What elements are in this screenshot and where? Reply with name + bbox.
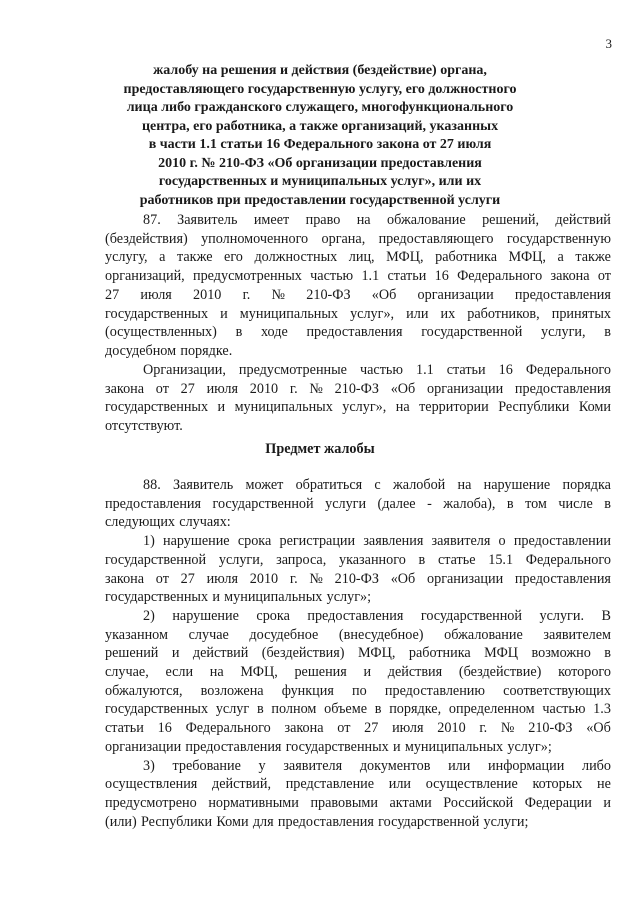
word: закона <box>105 380 145 397</box>
word: имеет <box>253 212 290 228</box>
heading-line: 2010 г. № 210-ФЗ «Об организации предоставления <box>158 155 482 171</box>
word: закона <box>105 570 145 587</box>
word: Коми <box>216 813 249 830</box>
word: государственной <box>421 324 523 341</box>
word: 210-ФЗ <box>334 380 379 397</box>
word: в <box>604 495 611 512</box>
word: г. <box>289 380 298 397</box>
text-line <box>105 361 611 380</box>
word: 210-ФЗ <box>306 286 351 303</box>
word: и <box>363 664 372 681</box>
word: «Об <box>390 380 416 397</box>
word: в <box>418 551 426 568</box>
word: если <box>165 664 194 681</box>
word: на <box>209 664 224 681</box>
word: документов <box>359 757 431 774</box>
word: июля <box>206 570 239 587</box>
word: услуг», <box>350 305 395 322</box>
word: а <box>557 249 564 266</box>
heading-line: жалобу на решения и действия (бездействие) органа, <box>153 63 487 78</box>
word: не <box>597 776 611 793</box>
word: государственной <box>212 495 314 512</box>
word: услугу, <box>105 249 148 266</box>
word: частью <box>359 362 403 378</box>
word: государственной <box>378 813 480 830</box>
word: требование <box>172 757 241 774</box>
word: которого <box>558 664 611 681</box>
word: 2010 <box>249 570 279 587</box>
word: государственной <box>105 551 207 568</box>
heading-line: государственных и муниципальных услуг», или их <box>158 174 482 189</box>
word: г. <box>242 286 251 303</box>
word: осуществления <box>105 776 198 793</box>
word: информации <box>488 757 565 774</box>
word: право <box>305 212 341 228</box>
word: 1.1 <box>416 362 434 378</box>
word: МФЦ, <box>508 249 546 266</box>
word: организации <box>417 286 494 303</box>
word: уполномоченного <box>201 230 309 247</box>
word: государственных <box>285 738 389 755</box>
word: на <box>356 212 371 228</box>
word: муниципальных <box>404 738 504 755</box>
word: Федерального <box>185 720 271 737</box>
word: МФЦ, <box>240 664 278 681</box>
word: или <box>406 305 429 322</box>
word: 1.1 <box>361 268 380 285</box>
word: регистрации <box>279 533 356 550</box>
word: предусмотрено <box>105 794 197 811</box>
word: Федерального <box>457 268 543 285</box>
word: работника <box>408 645 471 662</box>
word: предоставления <box>514 286 611 303</box>
word: срока <box>237 533 272 550</box>
word: от <box>337 720 351 737</box>
word: актами <box>389 794 432 811</box>
word: действий <box>192 645 249 662</box>
word: в <box>235 324 243 341</box>
word: или <box>388 776 412 793</box>
word: предоставления <box>185 738 282 755</box>
word: услуги, <box>218 551 264 568</box>
word: (бездействие) <box>458 664 542 681</box>
word: обжалуются, <box>105 682 183 699</box>
word: указанном <box>105 626 168 643</box>
word: действия <box>387 664 443 681</box>
word: нарушение <box>163 533 230 550</box>
word: услуг <box>215 701 250 718</box>
word: решений <box>105 645 159 662</box>
text-line <box>105 663 611 682</box>
word: государственную <box>506 230 611 247</box>
text-line <box>105 398 611 417</box>
word: организаций, <box>105 268 185 285</box>
text-line <box>105 342 611 361</box>
word: (бездействия) <box>105 230 188 247</box>
word: также <box>575 249 611 266</box>
word: 1.3 <box>593 701 611 718</box>
word: предоставляющего <box>378 230 494 247</box>
text-line <box>105 607 611 626</box>
word: действий <box>555 212 611 228</box>
word: услуг»; <box>507 738 552 755</box>
word: нормативными <box>208 794 299 811</box>
word: предоставления <box>307 607 404 624</box>
word: порядке. <box>180 342 233 359</box>
text-line <box>105 211 611 230</box>
word: которых <box>532 776 583 793</box>
word: Федерации <box>524 794 592 811</box>
word: заявителем <box>543 626 611 643</box>
word: предоставления <box>277 813 374 830</box>
word: Коми <box>578 399 611 416</box>
word: принятых <box>551 305 611 322</box>
word: Заявитель <box>177 212 238 228</box>
word: 3) <box>143 757 155 774</box>
word: 27 <box>180 570 195 587</box>
heading-line: работников при предоставлении государственной услуги <box>139 192 501 208</box>
word: статьи <box>446 362 486 378</box>
word: «Об <box>371 286 397 303</box>
text-line <box>105 305 611 324</box>
word: Российской <box>443 794 514 811</box>
text-line <box>105 513 611 532</box>
word: функция <box>281 682 334 699</box>
word: соответствующих <box>503 682 611 699</box>
word: для <box>252 813 274 830</box>
word: 2) <box>143 607 155 624</box>
paragraph-88 <box>105 476 611 831</box>
word: июля <box>140 286 172 303</box>
text-line <box>105 495 611 514</box>
word: нарушение <box>172 607 239 624</box>
word: государственной <box>420 607 522 624</box>
word: о <box>498 533 506 550</box>
word: «Об <box>586 720 611 737</box>
word: органа, <box>321 230 366 247</box>
word: муниципальных <box>234 399 333 416</box>
word: и <box>393 738 401 755</box>
word: предоставлении <box>513 533 611 550</box>
paragraph-87 <box>105 211 611 361</box>
word: услуги, <box>541 324 586 341</box>
word: отсутствуют. <box>105 418 183 435</box>
text-line <box>105 380 611 399</box>
word: государственных <box>105 305 209 322</box>
word: 1) <box>143 533 155 550</box>
word: закона <box>550 268 590 285</box>
word: осуществление <box>425 776 518 793</box>
word: 210-ФЗ <box>334 570 379 587</box>
text-line <box>105 588 611 607</box>
word: государственных <box>105 701 209 718</box>
text-line <box>105 323 611 342</box>
word: 27 <box>180 380 195 397</box>
word: закона <box>284 720 324 737</box>
word: от <box>597 268 611 285</box>
word: их <box>440 305 456 322</box>
word: 27 <box>105 286 120 303</box>
text-line <box>105 476 611 495</box>
word: жалоба), <box>443 495 496 512</box>
word: его <box>224 249 243 266</box>
word: порядка <box>562 477 611 493</box>
word: в <box>374 701 382 718</box>
word: в <box>604 645 611 662</box>
word: организации <box>105 738 182 755</box>
text-line <box>105 230 611 249</box>
word: июля <box>206 380 239 397</box>
word: статьи <box>387 268 427 285</box>
word: 16 <box>498 362 513 378</box>
text-line <box>105 719 611 738</box>
heading-line: лица либо гражданского служащего, многофункционального <box>126 100 514 115</box>
word: статьи <box>105 720 144 737</box>
word: муниципальных <box>239 305 339 322</box>
word: полном <box>271 701 317 718</box>
word: услуги <box>325 495 367 512</box>
word: 2010 <box>437 720 466 737</box>
word: предусмотренных <box>193 268 302 285</box>
word: 27 <box>364 720 379 737</box>
word: 210-ФЗ <box>528 720 573 737</box>
word: обжалование <box>444 626 523 643</box>
word: следующих <box>105 514 176 531</box>
text-line <box>105 551 611 570</box>
word: заявления <box>363 533 424 550</box>
word: предоставлению <box>384 682 485 699</box>
word: Федерального <box>525 362 611 378</box>
word: или <box>448 757 471 774</box>
text-line <box>105 626 611 645</box>
word: работника <box>435 249 497 266</box>
word: случае <box>188 626 229 643</box>
text-line <box>105 570 611 589</box>
word: возложена <box>200 682 264 699</box>
text-line <box>105 813 611 832</box>
word: том <box>525 495 547 512</box>
word: 2010 <box>193 286 222 303</box>
word: действий, <box>212 776 272 793</box>
text-line <box>105 700 611 719</box>
word: государственных <box>105 589 209 606</box>
word: предоставления <box>514 380 611 397</box>
word: Организации, <box>143 362 226 378</box>
word: 2010 <box>249 380 279 397</box>
text-line <box>105 775 611 794</box>
word: 16 <box>434 268 449 285</box>
word: запроса, <box>276 551 327 568</box>
word: частью <box>310 268 354 285</box>
word: (внесудебное) <box>338 626 424 643</box>
word: 16 <box>157 720 172 737</box>
word: порядке, <box>389 701 442 718</box>
word: (осуществленных) <box>105 324 217 341</box>
word: (далее <box>377 495 416 512</box>
word: срока <box>256 607 290 624</box>
word: июля <box>392 720 424 737</box>
section-heading <box>100 62 540 210</box>
word: государственных <box>105 399 209 416</box>
text-line <box>105 757 611 776</box>
word: организации <box>427 380 504 397</box>
word: случаях: <box>179 514 231 531</box>
word: у <box>258 757 266 774</box>
word: указанного <box>338 551 406 568</box>
word: № <box>500 720 515 737</box>
heading-line: центра, его работника, а также организаций, указанных <box>141 118 499 134</box>
word: на <box>395 399 410 416</box>
word: нарушение <box>483 477 551 493</box>
word: возможно <box>531 645 591 662</box>
word: с <box>374 477 381 493</box>
heading-line: в части 1.1 статьи 16 Федерального закона от 27 июля <box>148 137 492 152</box>
text-line <box>105 248 611 267</box>
word: 87. <box>143 212 161 228</box>
word: в <box>256 701 264 718</box>
word: а <box>159 249 166 266</box>
word: случае, <box>105 664 149 681</box>
word: в <box>604 324 611 341</box>
word: на <box>457 477 472 493</box>
word: в <box>506 495 514 512</box>
word: от <box>155 570 169 587</box>
word: и <box>220 305 228 322</box>
word: услуги. <box>539 607 585 624</box>
word: числе <box>558 495 593 512</box>
word: МФЦ <box>484 645 519 662</box>
word: ходе <box>260 324 288 341</box>
word: решения <box>294 664 347 681</box>
word: должностных <box>254 249 338 266</box>
word: Заявитель <box>172 477 234 493</box>
word: решений, <box>482 212 539 228</box>
word: № <box>309 380 323 397</box>
word: предоставления <box>306 324 403 341</box>
word: и <box>212 589 220 606</box>
word: 15.1 <box>488 551 514 568</box>
word: обратиться <box>295 477 363 493</box>
word: объеме <box>324 701 368 718</box>
word: Республики <box>498 399 570 416</box>
word: обжалование <box>387 212 466 228</box>
text-line <box>105 417 611 436</box>
word: и <box>217 399 226 416</box>
word: В <box>601 607 611 624</box>
text-line <box>105 286 611 305</box>
word: статье <box>437 551 476 568</box>
word: жалобой <box>392 477 446 493</box>
word: услуг»; <box>326 589 372 606</box>
paragraph-organizations <box>105 361 611 436</box>
word: заявителя <box>283 757 343 774</box>
word: досудебном <box>105 342 177 359</box>
word: Республики <box>140 813 213 830</box>
word: 88. <box>143 477 161 493</box>
word: МФЦ, <box>386 249 424 266</box>
word: услуг», <box>342 399 387 416</box>
word: предоставления <box>514 570 611 587</box>
word: и <box>171 645 180 662</box>
word: г. <box>289 570 298 587</box>
word: «Об <box>390 570 416 587</box>
word: может <box>245 477 284 493</box>
word: предоставления <box>105 495 202 512</box>
word: правовыми <box>310 794 378 811</box>
word: Федерального <box>525 551 611 568</box>
word: организации <box>427 570 504 587</box>
word: муниципальных <box>224 589 323 606</box>
heading-line: предоставляющего государственную услугу, его должностного <box>123 81 517 97</box>
word: № <box>309 570 323 587</box>
word: услуги; <box>483 813 529 830</box>
word: досудебное <box>249 626 319 643</box>
word: г. <box>479 720 488 737</box>
word: частью <box>542 701 586 718</box>
word: (или) <box>105 813 137 830</box>
word: представление <box>285 776 375 793</box>
word: определенном <box>448 701 535 718</box>
text-line <box>105 794 611 813</box>
word: предусмотренные <box>238 362 347 378</box>
text-line <box>105 738 611 757</box>
word: МФЦ, <box>357 645 396 662</box>
section-title: Предмет жалобы <box>265 441 375 457</box>
word: работников, <box>467 305 540 322</box>
word: по <box>352 682 367 699</box>
word: заявителя <box>431 533 491 550</box>
word: и <box>603 794 611 811</box>
text-line <box>105 532 611 551</box>
text-line <box>105 682 611 701</box>
word: территории <box>419 399 489 416</box>
word: также <box>177 249 213 266</box>
word: лиц, <box>348 249 375 266</box>
word: (бездействия) <box>261 645 345 662</box>
text-line <box>105 644 611 663</box>
word: от <box>155 380 169 397</box>
text-line <box>105 267 611 286</box>
page-number: 3 <box>605 36 612 51</box>
word: - <box>427 495 432 512</box>
word: либо <box>582 757 611 774</box>
word: № <box>271 286 286 303</box>
